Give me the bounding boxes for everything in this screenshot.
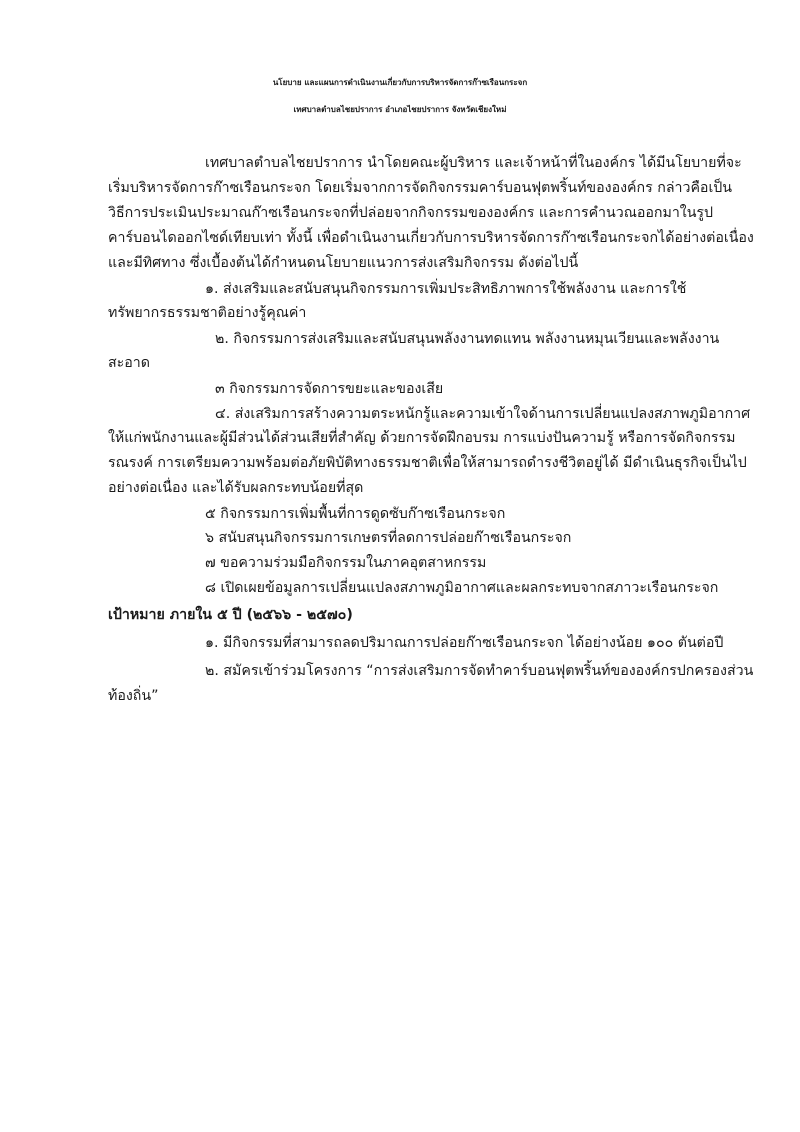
policy-item-5: ๕ กิจกรรมการเพิ่มพื้นที่การดูดซับก๊าซเรือนกระจก bbox=[205, 506, 506, 522]
policy-item-1-cont: ทรัพยากรธรรมชาติอย่างรู้คุณค่า bbox=[108, 305, 307, 321]
policy-item-3: ๓ กิจกรรมการจัดการขยะและของเสีย bbox=[215, 381, 444, 397]
policy-item-4: ๔. ส่งเสริมการสร้างความตระหนักรู้และความเข้าใจด้านการเปลี่ยนแปลงสภาพภูมิอากาศ bbox=[215, 406, 751, 422]
intro-line: คาร์บอนไดออกไซด์เทียบเท่า ทั้งนี้ เพื่อดำเนินงานเกี่ยวกับการบริหารจัดการก๊าซเรือนกระจกได้อย่างต่อเนื่อง bbox=[108, 230, 754, 246]
intro-line: เริ่มบริหารจัดการก๊าซเรือนกระจก โดยเริ่มจากการจัดกิจกรรมคาร์บอนฟุตพริ้นท์ขององค์กร กล่าวคือเป็น bbox=[108, 180, 733, 196]
document-title-line-1: นโยบาย และแผนการดำเนินงานเกี่ยวกับการบริหารจัดการก๊าซเรือนกระจก bbox=[272, 78, 528, 87]
document-title-line-2: เทศบาลตำบลไชยปราการ อำเภอไชยปราการ จังหวัดเชียงใหม่ bbox=[293, 105, 507, 114]
goal-item-2: ๒. สมัครเข้าร่วมโครงการ “การส่งเสริมการจัดทำคาร์บอนฟุตพริ้นท์ขององค์กรปกครองส่วน bbox=[205, 663, 754, 679]
policy-item-2: ๒. กิจกรรมการส่งเสริมและสนับสนุนพลังงานทดแทน พลังงานหมุนเวียนและพลังงาน bbox=[215, 331, 720, 347]
policy-item-8: ๘ เปิดเผยข้อมูลการเปลี่ยนแปลงสภาพภูมิอากาศและผลกระทบจากสภาวะเรือนกระจก bbox=[205, 580, 719, 596]
goal-heading: เป้าหมาย ภายใน ๕ ปี (๒๕๖๖ - ๒๕๗๐) bbox=[108, 607, 353, 623]
policy-item-6: ๖ สนับสนุนกิจกรรมการเกษตรที่ลดการปล่อยก๊าซเรือนกระจก bbox=[205, 530, 572, 546]
policy-item-1: ๑. ส่งเสริมและสนับสนุนกิจกรรมการเพิ่มประสิทธิภาพการใช้พลังงาน และการใช้ bbox=[205, 281, 687, 297]
goal-item-1: ๑. มีกิจกรรมที่สามารถลดปริมาณการปล่อยก๊าซเรือนกระจก ได้อย่างน้อย ๑๐๐ ตันต่อปี bbox=[205, 635, 724, 651]
policy-item-2-cont: สะอาด bbox=[108, 355, 150, 371]
intro-line: และมีทิศทาง ซึ่งเบื้องต้นได้กำหนดนโยบายแนวการส่งเสริมกิจกรรม ดังต่อไปนี้ bbox=[108, 255, 579, 271]
intro-line: เทศบาลตำบลไชยปราการ นำโดยคณะผู้บริหาร และเจ้าหน้าที่ในองค์กร ได้มีนโยบายที่จะ bbox=[205, 155, 742, 171]
intro-line: วิธีการประเมินประมาณก๊าซเรือนกระจกที่ปล่อยจากกิจกรรมขององค์กร และการคำนวณออกมาในรูป bbox=[108, 205, 714, 221]
policy-item-4-cont: ให้แก่พนักงานและผู้มีส่วนได้ส่วนเสียที่สำคัญ ด้วยการจัดฝึกอบรม การแบ่งปันความรู้ หรือการจัดกิจกรรม bbox=[108, 430, 736, 446]
policy-item-4-cont: อย่างต่อเนื่อง และได้รับผลกระทบน้อยที่สุด bbox=[108, 480, 364, 496]
goal-item-2-cont: ท้องถิ่น” bbox=[108, 688, 159, 704]
policy-item-4-cont: รณรงค์ การเตรียมความพร้อมต่อภัยพิบัติทางธรรมชาติเพื่อให้สามารถดำรงชีวิตอยู่ได้ มีดำเนินธุรกิจเป็นไป bbox=[108, 455, 747, 471]
policy-item-7: ๗ ขอความร่วมมือกิจกรรมในภาคอุตสาหกรรม bbox=[205, 555, 487, 571]
